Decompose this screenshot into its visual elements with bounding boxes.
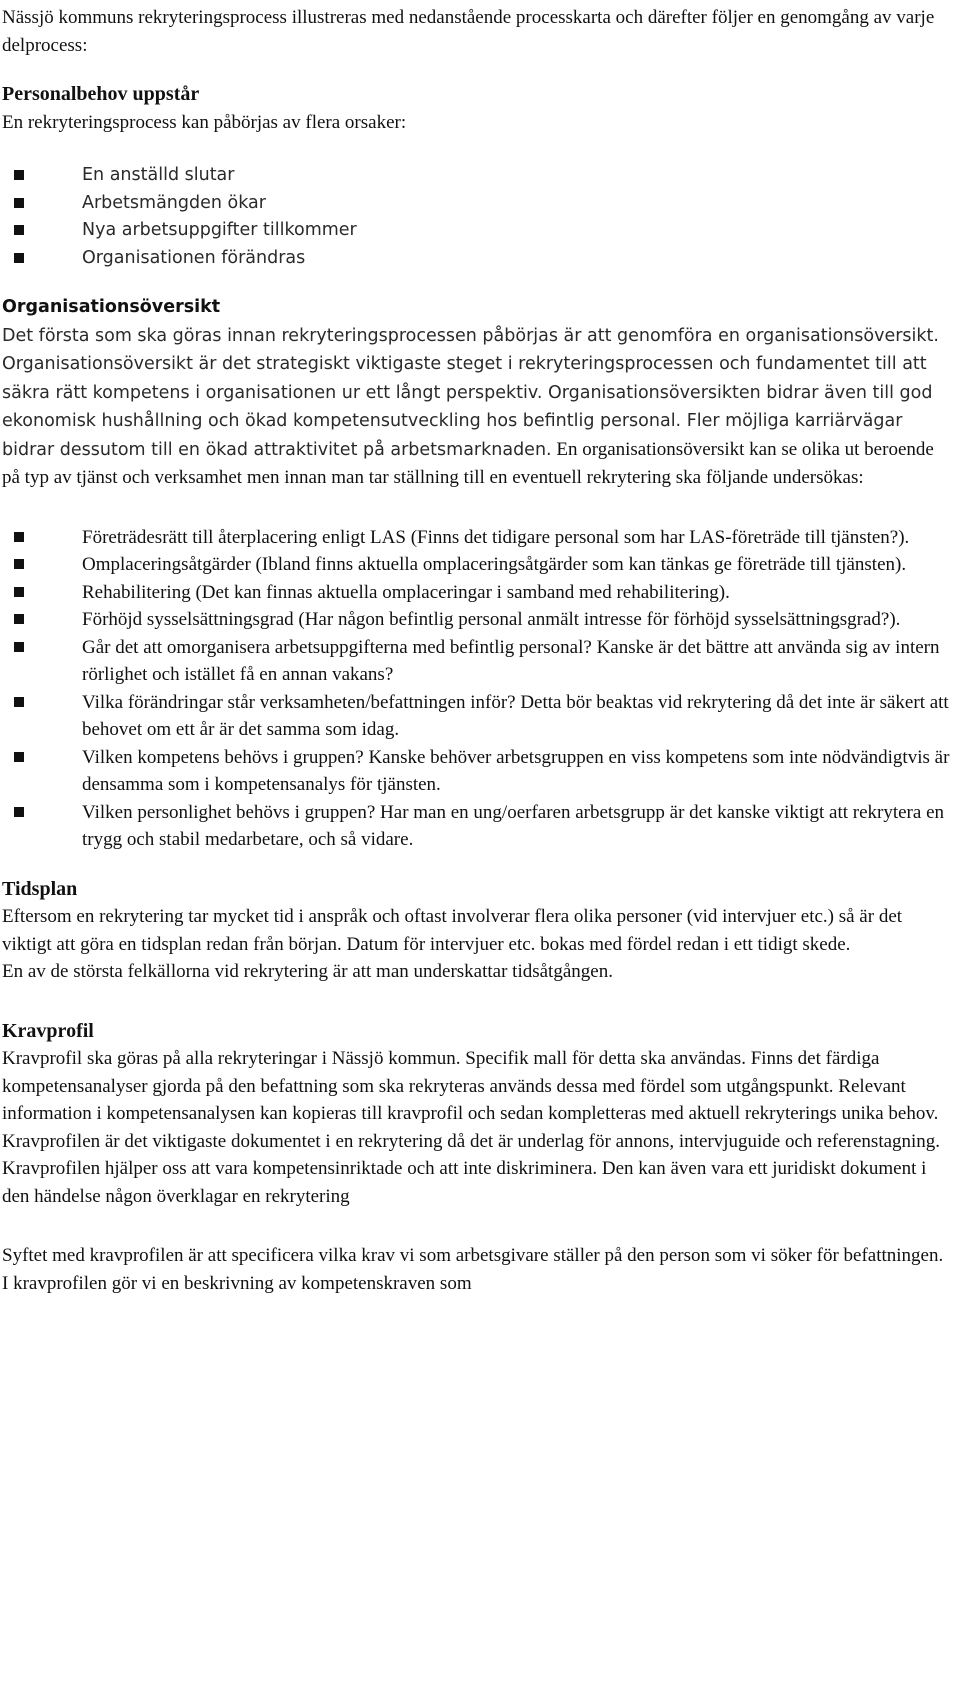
list-item [2, 744, 954, 799]
square-bullet-icon [14, 587, 24, 597]
list-item-text: Nya arbetsuppgifter tillkommer [82, 220, 357, 240]
heading-kravprofil: Kravprofil [2, 1019, 94, 1042]
list-item-text: Omplaceringsåtgärder (Ibland finns aktuella omplaceringsåtgärder som kan tänkas ge företräde till tjänsten). [82, 554, 907, 575]
list-item-text: Förhöjd sysselsättningsgrad (Har någon befintlig personal anmält intresse för förhöjd sysselsättningsgrad?). [82, 609, 901, 630]
list-item [2, 551, 954, 579]
tidsplan-paragraph-1: Eftersom en rekrytering tar mycket tid i anspråk och oftast involverar flera olika personer (vid intervjuer etc.) så är det viktigt att göra en tidsplan redan från början. Datum för intervjuer etc. bokas med fördel redan i ett tidigt skede. [2, 906, 903, 955]
list-item [2, 634, 954, 689]
square-bullet-icon [14, 253, 24, 263]
list-item-text: En anställd slutar [82, 165, 235, 185]
square-bullet-icon [14, 559, 24, 569]
list-item [2, 245, 954, 273]
square-bullet-icon [14, 225, 24, 235]
square-bullet-icon [14, 170, 24, 180]
tidsplan-paragraph-2: En av de största felkällorna vid rekrytering är att man underskattar tidsåtgången. [2, 961, 613, 982]
organisationsoversikt-paragraph [2, 322, 954, 492]
heading-personalbehov: Personalbehov uppstår [2, 83, 200, 105]
heading-organisationsoversikt: Organisationsöversikt [2, 297, 221, 317]
personalbehov-lead: En rekryteringsprocess kan påbörjas av flera orsaker: [2, 111, 407, 133]
heading-tidsplan: Tidsplan [2, 877, 78, 900]
intro-paragraph: Nässjö kommuns rekryteringsprocess illustreras med nedanstående processkarta och därefter följer en genomgång av varje delprocess: [2, 7, 935, 56]
square-bullet-icon [14, 532, 24, 542]
kravprofil-paragraph-2: Syftet med kravprofilen är att specificera vilka krav vi som arbetsgivare ställer på den person som vi söker för befattningen. I kravprofilen gör vi en beskrivning av kompetenskraven som [2, 1245, 944, 1294]
square-bullet-icon [14, 752, 24, 762]
list-item-text: Arbetsmängden ökar [82, 192, 266, 213]
square-bullet-icon [14, 807, 24, 817]
organisationsoversikt-sans-text: Det första som ska göras innan rekryteringsprocessen påbörjas är att genomföra en organisationsöversikt. Organisationsöversikt är det strategiskt viktigaste steget i rekryteringsprocessen och fundamentet till att säkra rätt kompetens i organisationen ur ett långt perspektiv. Organisationsöversikten bidrar även till god ekonomisk hushållning och ökad kompetensutveckling hos befintlig personal. Fler möjliga karriärvägar bidrar dessutom till en ökad attraktivitet på arbetsmarknaden. [2, 325, 939, 460]
organisationsoversikt-serif-text: En organisationsöversikt kan se olika ut beroende på typ av tjänst och verksamhet men innan man tar ställning till en eventuell rekrytering ska följande undersökas: [2, 438, 934, 488]
list-item-text: Rehabilitering (Det kan finnas aktuella omplaceringar i samband med rehabilitering). [82, 581, 730, 603]
list-item [2, 689, 954, 744]
square-bullet-icon [14, 198, 24, 208]
list-item-text: Vilken kompetens behövs i gruppen? Kanske behöver arbetsgruppen en viss kompetens som inte nödvändigtvis är densamma som i kompetensanalys för tjänsten. [82, 746, 950, 795]
kravprofil-paragraph-1: Kravprofil ska göras på alla rekryteringar i Nässjö kommun. Specifik mall för detta ska användas. Finns det färdiga kompetensanalyser gjorda på den befattning som ska rekryteras används dessa med fördel som utgångspunkt. Relevant information i kompetensanalysen kan kopieras till kravprofil och sedan kompletteras med aktuell rekryterings unika behov. Kravprofilen är det viktigaste dokumentet i en rekrytering då det är underlag för annons, intervjuguide och referenstagning. Kravprofilen hjälper oss att vara kompetensinriktade och att inte diskriminera. Den kan även vara ett juridiskt dokument i den händelse någon överklagar en rekrytering [2, 1048, 941, 1207]
list-item [2, 217, 954, 245]
square-bullet-icon [14, 697, 24, 707]
organisationsoversikt-list [2, 524, 954, 854]
document-body [2, 4, 954, 1297]
list-item [2, 524, 954, 552]
list-item-text: Organisationen förändras [82, 247, 306, 268]
square-bullet-icon [14, 614, 24, 624]
list-item [2, 606, 954, 634]
list-item [2, 799, 954, 854]
list-item-text: Vilka förändringar står verksamheten/befattningen inför? Detta bör beaktas vid rekrytering då det inte är säkert att behovet om ett år är det samma som idag. [82, 691, 949, 740]
personalbehov-list [2, 162, 954, 272]
list-item [2, 190, 954, 218]
square-bullet-icon [14, 642, 24, 652]
list-item [2, 162, 954, 190]
list-item [2, 579, 954, 607]
list-item-text: Vilken personlighet behövs i gruppen? Har man en ung/oerfaren arbetsgrupp är det kanske viktigt att rekrytera en trygg och stabil medarbetare, och så vidare. [82, 801, 945, 850]
list-item-text: Går det att omorganisera arbetsuppgifterna med befintlig personal? Kanske är det bättre att använda sig av intern rörlighet och istället få en annan vakans? [82, 636, 940, 685]
list-item-text: Företrädesrätt till återplacering enligt LAS (Finns det tidigare personal som har LAS-företräde till tjänsten?). [82, 526, 910, 548]
